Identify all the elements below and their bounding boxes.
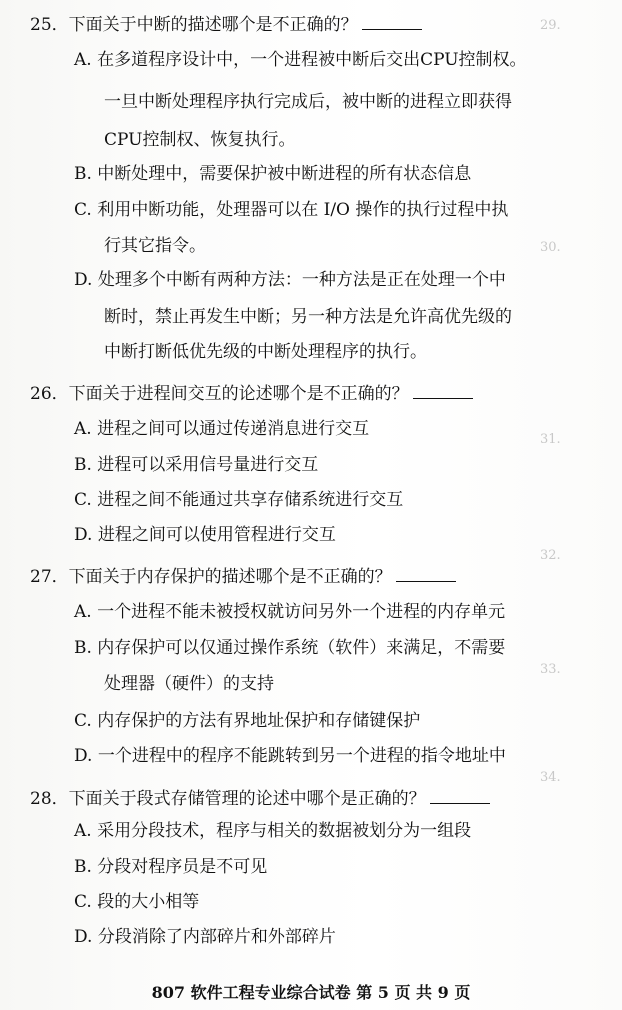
question-25-option-a-continued: CPU控制权、恢复执行。: [104, 130, 296, 150]
question-28-option-c: C. 段的大小相等: [74, 892, 200, 912]
question-28-option-d: D. 分段消除了内部碎片和外部碎片: [74, 927, 336, 947]
question-28-option-a: A. 采用分段技术，程序与相关的数据被划分为一组段: [74, 821, 472, 841]
bleed-through-text: 31.: [540, 432, 561, 447]
answer-blank: [396, 563, 456, 582]
page-footer: 807 软件工程专业综合试卷 第 5 页 共 9 页: [151, 983, 471, 1002]
question-27-stem: 27．下面关于内存保护的描述哪个是不正确的？: [30, 563, 456, 589]
answer-blank: [413, 380, 473, 399]
question-26-stem: 26．下面关于进程间交互的论述哪个是不正确的？: [30, 380, 473, 406]
question-25-option-d-continued: 中断打断低优先级的中断处理程序的执行。: [104, 342, 427, 362]
question-27-option-c: C. 内存保护的方法有界地址保护和存储键保护: [74, 711, 421, 731]
question-28-option-b: B. 分段对程序员是不可见: [74, 857, 268, 877]
question-25-option-a-continued: 一旦中断处理程序执行完成后，被中断的进程立即获得: [104, 92, 512, 112]
question-27-option-b: B. 内存保护可以仅通过操作系统（软件）来满足，不需要: [74, 638, 506, 658]
bleed-through-text: 33.: [540, 662, 561, 677]
answer-blank: [430, 785, 490, 804]
question-26-option-c: C. 进程之间不能通过共享存储系统进行交互: [74, 490, 404, 510]
bleed-through-text: 30.: [540, 240, 561, 255]
question-26-option-d: D. 进程之间可以使用管程进行交互: [74, 525, 336, 545]
question-27-option-a: A. 一个进程不能未被授权就访问另外一个进程的内存单元: [74, 602, 506, 622]
question-25-option-a: A. 在多道程序设计中，一个进程被中断后交出CPU控制权。: [74, 50, 527, 70]
question-26-option-a: A. 进程之间可以通过传递消息进行交互: [74, 419, 370, 439]
question-25-option-d: D. 处理多个中断有两种方法：一种方法是正在处理一个中: [74, 270, 506, 290]
question-25-option-c-continued: 行其它指令。: [104, 236, 206, 256]
question-25-stem: 25．下面关于中断的描述哪个是不正确的？: [30, 11, 422, 37]
question-25-option-d-continued: 断时，禁止再发生中断；另一种方法是允许高优先级的: [104, 307, 512, 327]
question-25-option-b: B. 中断处理中，需要保护被中断进程的所有状态信息: [74, 164, 472, 184]
bleed-through-text: 29.: [540, 18, 561, 33]
bleed-through-text: 34.: [540, 770, 561, 785]
bleed-through-text: 32.: [540, 548, 561, 563]
question-27-option-d: D. 一个进程中的程序不能跳转到另一个进程的指令地址中: [74, 746, 506, 766]
question-26-option-b: B. 进程可以采用信号量进行交互: [74, 455, 319, 475]
answer-blank: [362, 11, 422, 30]
question-27-option-b-continued: 处理器（硬件）的支持: [104, 674, 274, 694]
question-28-stem: 28．下面关于段式存储管理的论述中哪个是正确的？: [30, 785, 490, 811]
question-25-option-c: C. 利用中断功能，处理器可以在 I/O 操作的执行过程中执: [74, 200, 509, 220]
